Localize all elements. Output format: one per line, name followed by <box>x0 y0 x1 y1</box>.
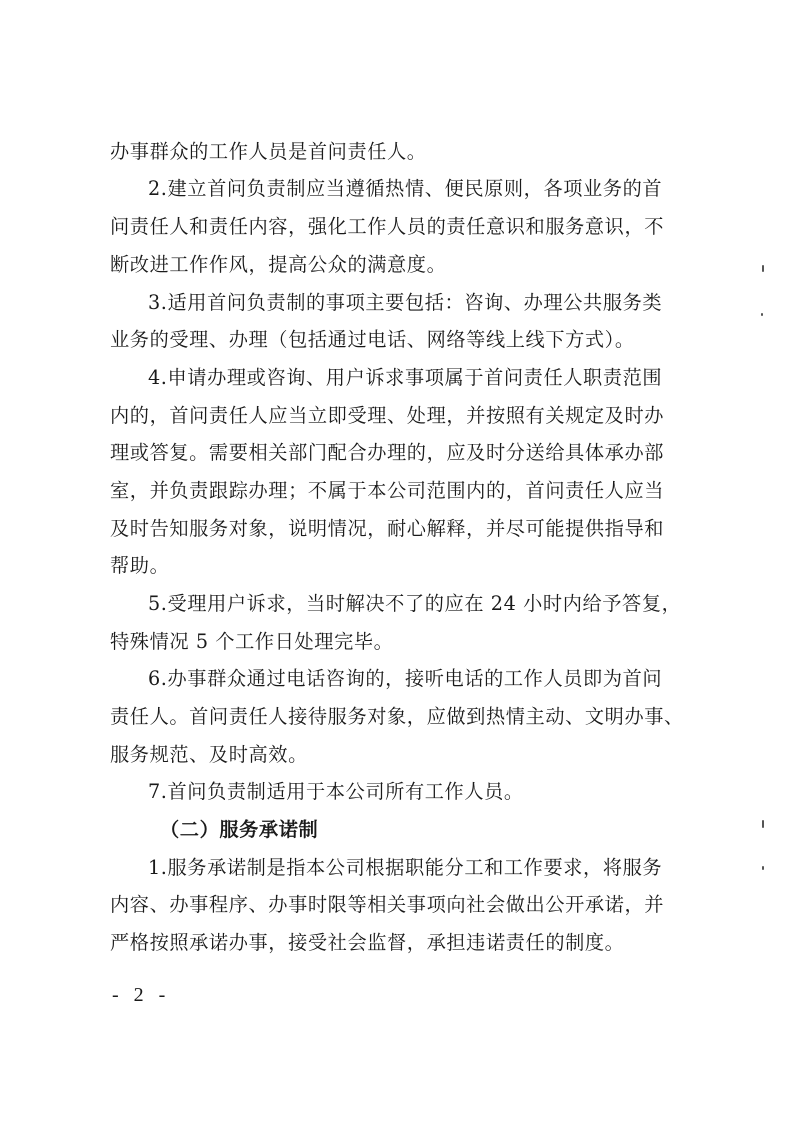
item-2-line-3: 断改进工作作风，提高公众的满意度。 <box>110 253 447 276</box>
item-3-line-1: 3.适用首问负责制的事项主要包括：咨询、办理公共服务类 <box>148 291 663 314</box>
scan-mark-2 <box>761 313 763 316</box>
item-4-line-5: 及时告知服务对象，说明情况，耐心解释，并尽可能提供指导和 <box>110 517 665 540</box>
section-item-1-line-2: 内容、办事程序、办事时限等相关事项向社会做出公开承诺，并 <box>110 893 665 916</box>
item-5-line-2: 特殊情况 5 个工作日处理完毕。 <box>110 630 394 653</box>
item-4-line-1: 4.申请办理或咨询、用户诉求事项属于首问责任人职责范围 <box>148 366 663 389</box>
page-number: - 2 - <box>112 984 171 1006</box>
body-line-1: 办事群众的工作人员是首问责任人。 <box>110 140 427 163</box>
item-2-line-2: 问责任人和责任内容，强化工作人员的责任意识和服务意识，不 <box>110 215 665 238</box>
scan-mark-4 <box>762 866 764 870</box>
item-6-line-1: 6.办事群众通过电话咨询的，接听电话的工作人员即为首问 <box>148 667 663 690</box>
section-item-1-line-1: 1.服务承诺制是指本公司根据职能分工和工作要求，将服务 <box>148 856 663 879</box>
item-6-line-2: 责任人。首问责任人接待服务对象，应做到热情主动、文明办事、 <box>110 705 684 728</box>
item-7-line-1: 7.首问负责制适用于本公司所有工作人员。 <box>148 780 524 803</box>
item-3-line-2: 业务的受理、办理（包括通过电话、网络等线上线下方式）。 <box>110 328 635 351</box>
item-2-line-1: 2.建立首问负责制应当遵循热情、便民原则，各项业务的首 <box>148 177 663 200</box>
item-4-line-6: 帮助。 <box>110 554 170 577</box>
item-5-line-1: 5.受理用户诉求，当时解决不了的应在 24 小时内给予答复， <box>148 592 682 615</box>
item-6-line-3: 服务规范、及时高效。 <box>110 743 308 766</box>
scan-mark-1 <box>762 265 764 272</box>
scan-mark-3 <box>762 820 764 828</box>
item-4-line-4: 室，并负责跟踪办理；不属于本公司范围内的，首问责任人应当 <box>110 479 665 502</box>
section-heading: （二）服务承诺制 <box>160 818 319 841</box>
item-4-line-3: 理或答复。需要相关部门配合办理的，应及时分送给具体承办部 <box>110 441 665 464</box>
item-4-line-2: 内的，首问责任人应当立即受理、处理，并按照有关规定及时办 <box>110 404 665 427</box>
section-item-1-line-3: 严格按照承诺办事，接受社会监督，承担违诺责任的制度。 <box>110 931 625 954</box>
